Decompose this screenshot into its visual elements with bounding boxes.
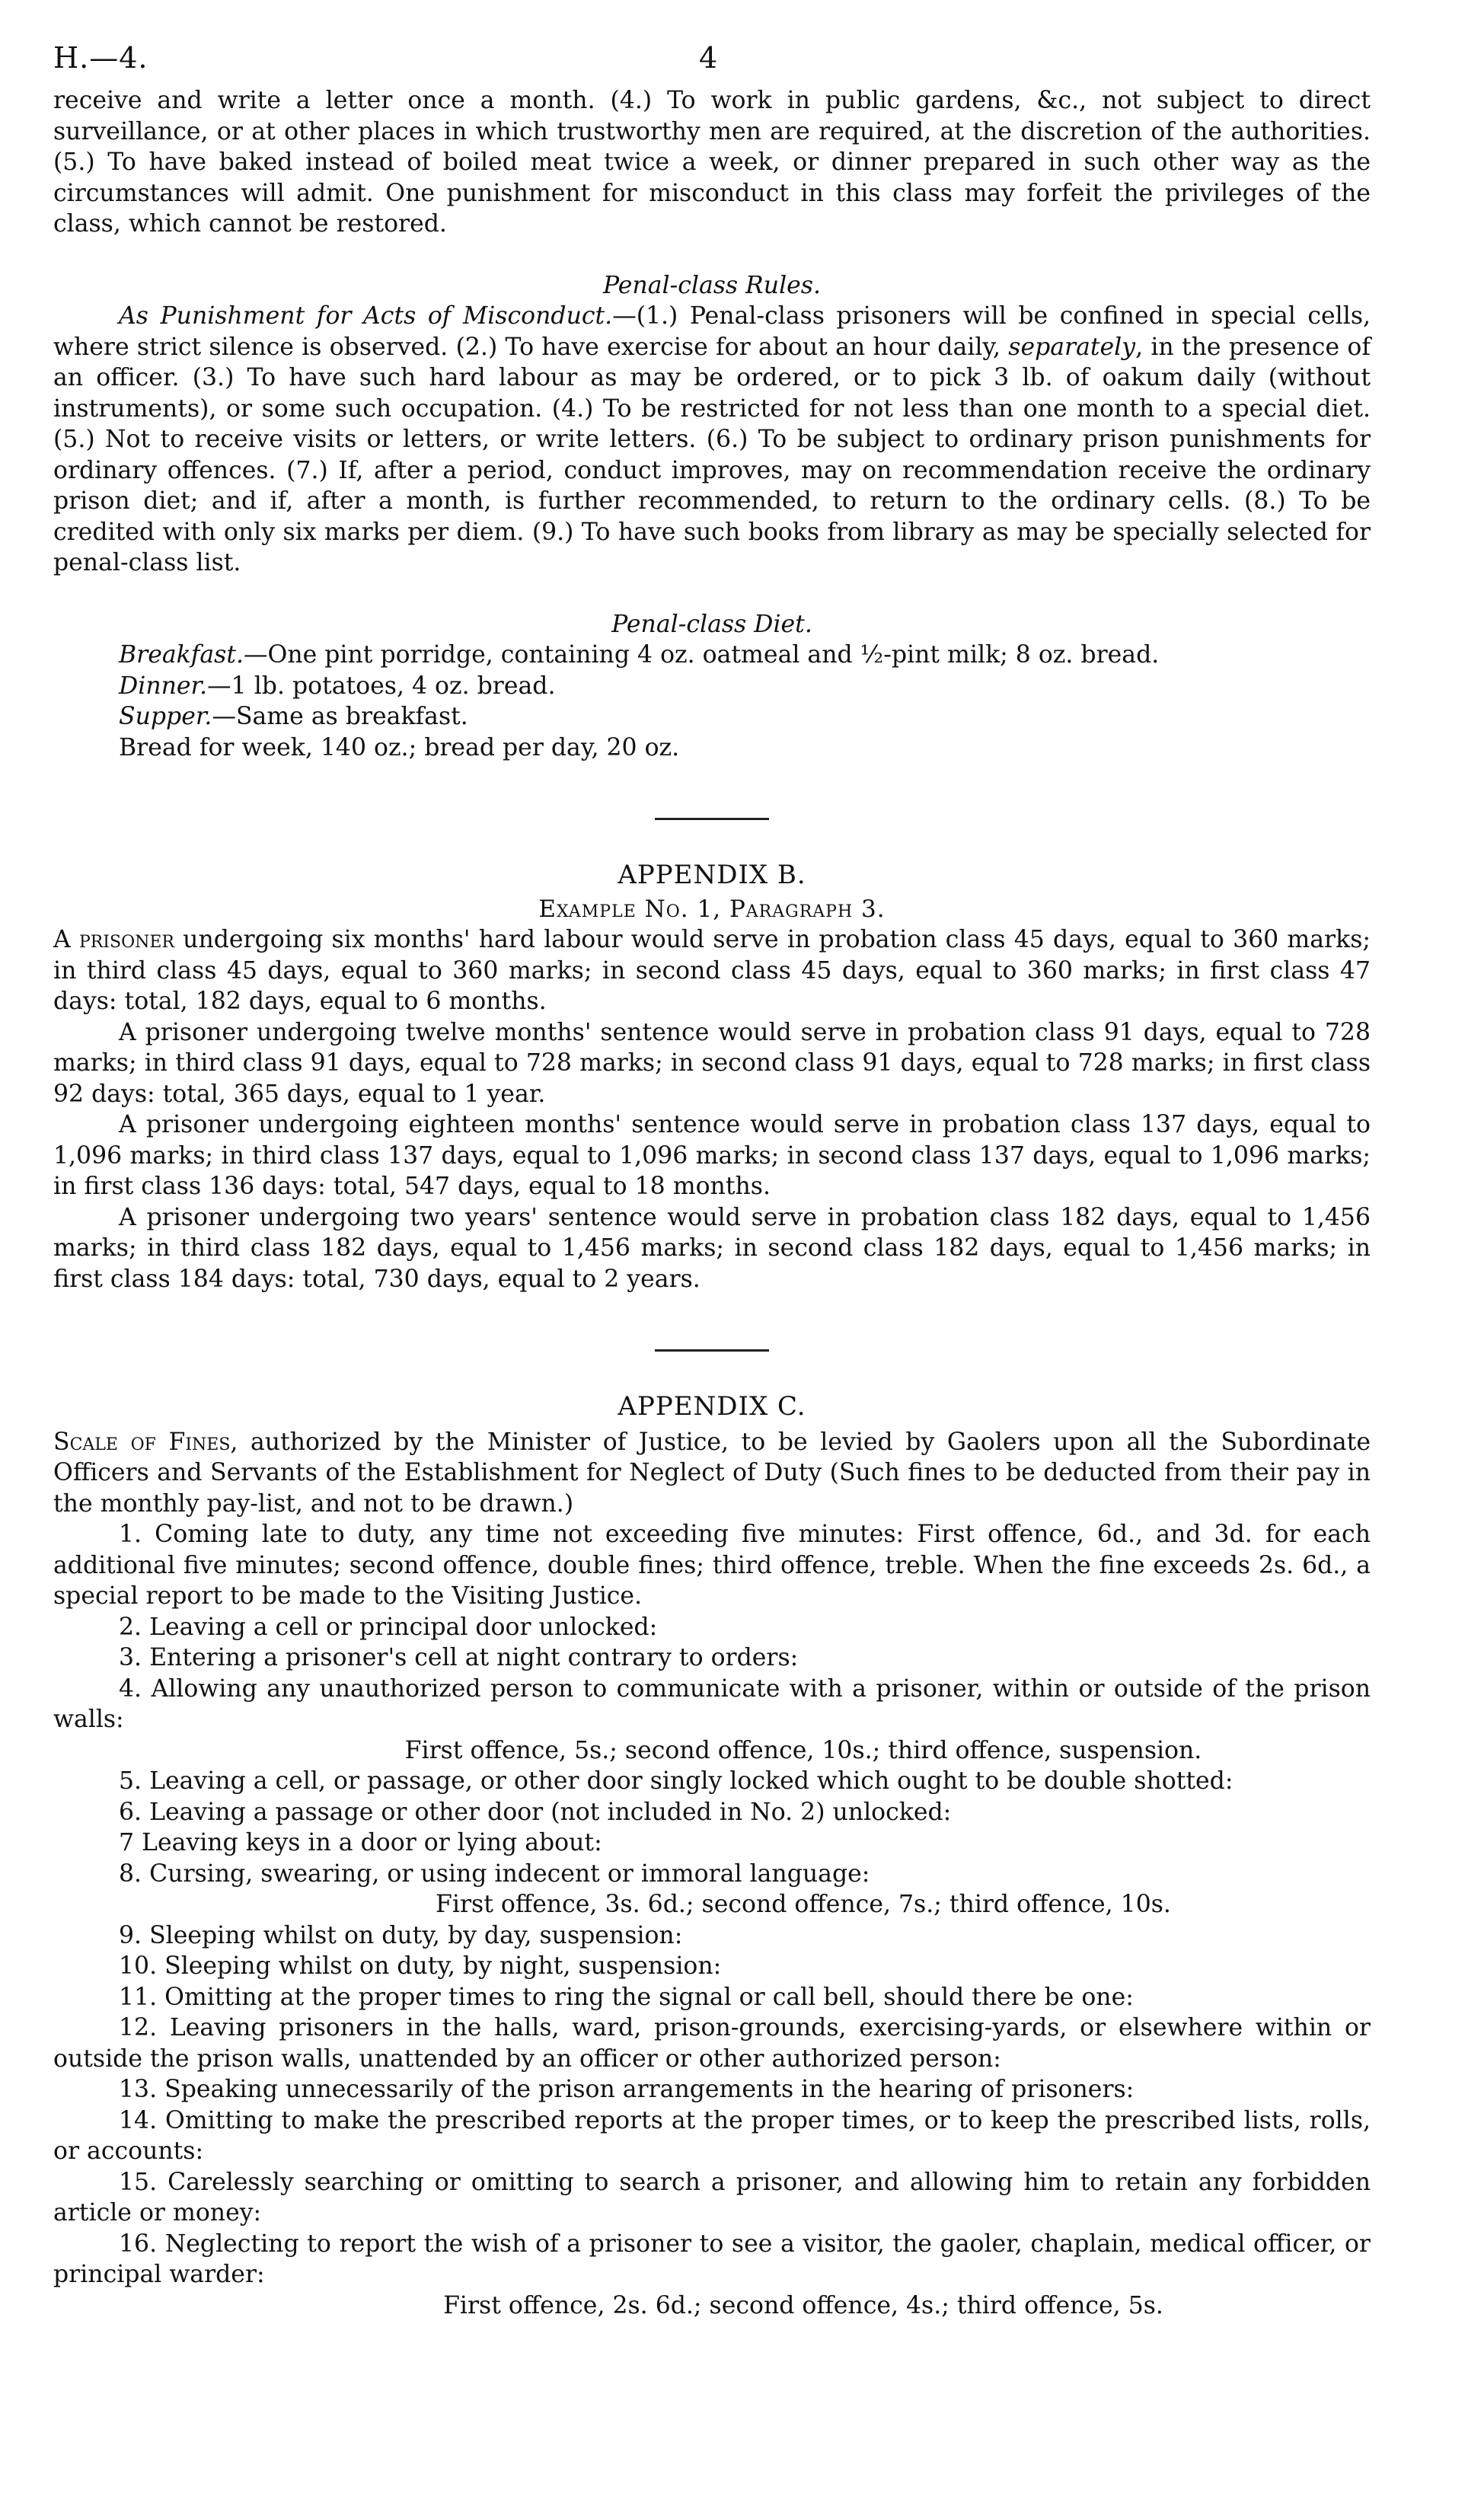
fine-item-3: 3. Entering a prisoner's cell at night contrary to orders: [119,1644,799,1671]
appendix-b-paragraph-1 [53,924,1371,1017]
appendix-b-lead: A prisoner [53,926,174,953]
fine-item-2: 2. Leaving a cell or principal door unlocked: [119,1613,658,1641]
fine-item-1: 1. Coming late to duty, any time not exceeding five minutes: First offence, 6d., and 3d. for each additional five minutes; second offence, double fines; third offence, treble. When the fine exceeds 2s. 6d., a special report to be made to the Visiting Justice. [53,1521,1371,1610]
document-page [53,43,1371,2321]
diet-dinner-text: —1 lb. potatoes, 4 oz. bread. [207,672,556,700]
penal-diet-heading: Penal-class Diet. [611,610,812,638]
appendix-b-paragraph-2: A prisoner undergoing twelve months' sentence would serve in probation class 91 days, equal to 728 marks; in third class 91 days, equal to 728 marks; in second class 91 days, equal to 728 marks; in first class 92 days: total, 365 days, equal to 1 year. [53,1018,1371,1108]
diet-breakfast [119,640,1371,671]
fine-item-10: 10. Sleeping whilst on duty, by night, suspension: [119,1952,722,1980]
document-reference: H.—4. [53,41,148,75]
diet-bread: Bread for week, 140 oz.; bread per day, 20 oz. [119,733,680,761]
appendix-b-subtitle: Example No. 1, Paragraph 3. [538,895,886,923]
fine-item-12: 12. Leaving prisoners in the halls, ward, prison-grounds, exercising-yards, or elsewhere within or outside the prison walls, unattended by an officer or other authorized person: [53,2014,1371,2073]
diet-breakfast-text: —One pint porridge, containing 4 oz. oatmeal and ½-pint milk; 8 oz. bread. [244,641,1160,669]
appendix-b-title: APPENDIX B. [618,860,806,890]
fine-schedule-b: First offence, 3s. 6d.; second offence, 7s.; third offence, 10s. [436,1891,1171,1918]
diet-breakfast-label: Breakfast. [119,641,244,669]
penal-diet-list [53,640,1371,763]
appendix-c-title: APPENDIX C. [618,1391,806,1422]
penal-rules-text-b: , in the presence of an officer. (3.) To have such hard labour as may be ordered, or to pick 3 lb. of oakum daily (without instruments), or some such occupation. (4.) To be restricted for not less than one month to a special diet. (5.) Not to receive visits or letters, or write letters. (6.) To be subject to ordinary prison punishments for ordinary offences. (7.) If, after a period, conduct improves, may on recommendation receive the ordinary prison diet; and if, after a month, is further recommended, to return to the ordinary cells. (8.) To be credited with only six marks per diem. (9.) To have such books from library as may be specially selected for penal-class list. [53,333,1371,576]
fine-item-15: 15. Carelessly searching or omitting to search a prisoner, and allowing him to retain any forbidden article or money: [53,2168,1371,2226]
diet-supper-label: Supper. [119,703,212,730]
fine-item-9: 9. Sleeping whilst on duty, by day, suspension: [119,1921,683,1949]
intro-paragraph: receive and write a letter once a month. (4.) To work in public gardens, &c., not subject to direct surveillance, or at other places in which trustworthy men are required, at the discretion of the authorities. (5.) To have baked instead of boiled meat twice a week, or dinner prepared in such other way as the circumstances will admit. One punishment for misconduct in this class may forfeit the privileges of the class, which cannot be restored. [53,87,1371,238]
diet-supper [119,701,1371,733]
fine-item-7: 7 Leaving keys in a door or lying about: [119,1829,602,1856]
diet-dinner [119,671,1371,702]
fine-item-13: 13. Speaking unnecessarily of the prison arrangements in the hearing of prisoners: [119,2076,1135,2103]
appendix-c-intro [53,1427,1371,1520]
penal-rules-text-a: —(1.) Penal-class prisoners will be confined in special cells, where strict silence is observed. (2.) To have exercise for about an hour daily, [53,302,1371,361]
appendix-c-lead: Scale of Fines [53,1428,231,1456]
penal-rules-heading: Penal-class Rules. [603,271,821,299]
fine-item-4: 4. Allowing any unauthorized person to communicate with a prisoner, within or outside of the prison walls: [53,1674,1371,1733]
fine-item-14: 14. Omitting to make the prescribed reports at the proper times, or to keep the prescribed lists, rolls, or accounts: [53,2106,1371,2165]
fine-item-6: 6. Leaving a passage or other door (not included in No. 2) unlocked: [119,1798,952,1826]
fine-item-11: 11. Omitting at the proper times to ring the signal or call bell, should there be one: [119,1983,1134,2011]
diet-dinner-label: Dinner. [119,672,208,700]
fine-schedule-c: First offence, 2s. 6d.; second offence, 4s.; third offence, 5s. [443,2291,1163,2319]
fine-schedule-a: First offence, 5s.; second offence, 10s.; third offence, suspension. [404,1736,1202,1764]
fine-item-5: 5. Leaving a cell, or passage, or other door singly locked which ought to be double shotted: [119,1767,1233,1795]
fine-item-16: 16. Neglecting to report the wish of a prisoner to see a visitor, the gaoler, chaplain, medical officer, or principal warder: [53,2230,1371,2288]
penal-rules-lead: As Punishment for Acts of Misconduct. [119,302,613,330]
page-header [53,43,1371,85]
page-number: 4 [699,41,718,75]
appendix-b-p1-text: undergoing six months' hard labour would serve in probation class 45 days, equal to 360 marks; in third class 45 days, equal to 360 marks; in second class 45 days, equal to 360 marks; in first class 47 days: total, 182 days, equal to 6 months. [53,926,1371,1015]
fine-item-8: 8. Cursing, swearing, or using indecent or immoral language: [119,1859,870,1888]
appendix-c-intro-text: , authorized by the Minister of Justice, to be levied by Gaolers upon all the Subordinate Officers and Servants of the Establishment for Neglect of Duty (Such fines to be deducted from their pay in the monthly pay-list, and not to be drawn.) [53,1428,1371,1518]
appendix-b-paragraph-4: A prisoner undergoing two years' sentence would serve in probation class 182 days, equal to 1,456 marks; in third class 182 days, equal to 1,456 marks; in second class 182 days, equal to 1,456 marks; in first class 184 days: total, 730 days, equal to 2 years. [53,1203,1371,1293]
penal-rules-separately: separately [1008,333,1136,361]
penal-rules-paragraph [53,301,1371,579]
diet-supper-text: —Same as breakfast. [212,703,468,730]
appendix-b-paragraph-3: A prisoner undergoing eighteen months' sentence would serve in probation class 137 days, equal to 1,096 marks; in third class 137 days, equal to 1,096 marks; in second class 137 days, equal to 1,096 marks; in first class 136 days: total, 547 days, equal to 18 months. [53,1111,1371,1200]
